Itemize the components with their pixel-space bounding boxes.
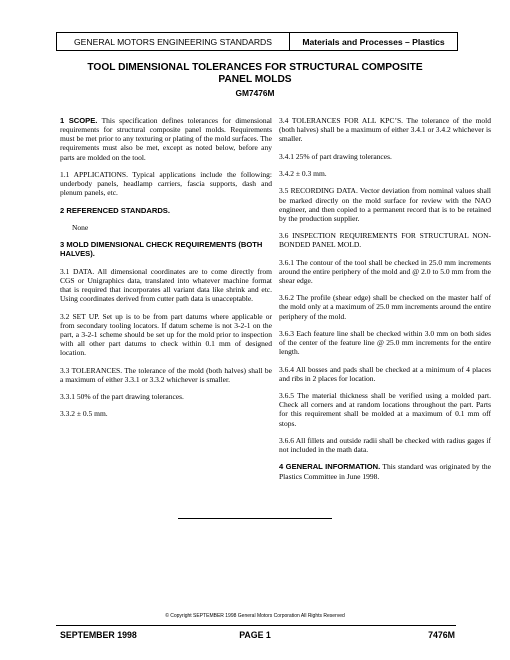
footer-page-number: PAGE 1 xyxy=(239,630,271,640)
footer-standard-code: 7476M xyxy=(428,630,455,640)
footer-date: SEPTEMBER 1998 xyxy=(60,630,137,640)
applications-paragraph: 1.1 APPLICATIONS. Typical applications include the following: underbody panels, headlamp carriers, fascia supports, dash and plenum panels, etc. xyxy=(60,169,272,198)
tolerance-3-4-2: 3.4.2 ± 0.3 mm. xyxy=(279,169,327,178)
requirement-3-6-1: 3.6.1 The contour of the tool shall be checked in 25.0 mm increments around the entire periphery of the mold and @ 2.0 to 5.0 mm from the shear edge. xyxy=(279,257,491,285)
tolerance-3-3-2: 3.3.2 ± 0.5 mm. xyxy=(60,409,108,419)
scope-heading: 1 SCOPE. xyxy=(60,116,98,125)
kpc-tolerances-paragraph: 3.4 TOLERANCES FOR ALL KPC’S. The tolerance of the mold (both halves) shall be a maximum of either 3.4.1 or 3.4.2 whichever is smaller. xyxy=(279,116,491,144)
scope-paragraph xyxy=(60,116,272,162)
copyright-notice: © Copyright SEPTEMBER 1998 General Motors Corporation All Rights Reserved xyxy=(165,613,345,619)
setup-paragraph: 3.2 SET UP. Set up is to be from part datums where applicable or from secondary tooling locators. If datum scheme is not 3-2-1 on the part, a 3-2-1 scheme should be set up for the mold prior to inspection with all other part datums to check within 0.1 mm of designed location. xyxy=(60,311,272,358)
document-code: GM7476M xyxy=(235,88,275,98)
requirement-3-6-4: 3.6.4 All bosses and pads shall be checked at a minimum of 4 places and ribs in 2 places for location. xyxy=(279,364,491,383)
recording-data-paragraph: 3.5 RECORDING DATA. Vector deviation from nominal values shall be marked directly on the mold surface for review with the NAO engineer, and then copied to a permanent record that is to be retained by the production supplier. xyxy=(279,186,491,223)
end-of-text-rule xyxy=(178,518,332,519)
scope-text: This specification defines tolerances for dimensional requirements for structural composite panel molds. Requirements must be met prior to any texturing or plating of the mold surfaces. The requirements must also be met, except as noted below, before any parts are molded on the tool. xyxy=(60,116,272,162)
requirement-3-6-5: 3.6.5 The material thickness shall be verified using a molded part. Check all corners and at random locations throughout the part. Parts for this requirement shall be molded at a maximum of 0.1 mm off stops. xyxy=(279,391,491,428)
general-information-text: This standard was originated by the Plastics Committee in June 1998. xyxy=(279,462,491,481)
document-title-line2: PANEL MOLDS xyxy=(218,74,292,85)
mold-check-heading: 3 MOLD DIMENSIONAL CHECK REQUIREMENTS (BOTH HALVES). xyxy=(60,240,263,259)
document-title-line1: TOOL DIMENSIONAL TOLERANCES FOR STRUCTURAL COMPOSITE xyxy=(87,62,423,73)
requirement-3-6-2: 3.6.2 The profile (shear edge) shall be checked on the master half of the mold only at a maximum of 25.0 mm increments around the entire periphery of the mold. xyxy=(279,293,491,321)
tolerance-3-3-1: 3.3.1 50% of the part drawing tolerances. xyxy=(60,392,184,402)
right-column xyxy=(279,116,491,489)
tolerance-3-4-1: 3.4.1 25% of part drawing tolerances. xyxy=(279,151,392,161)
data-paragraph: 3.1 DATA. All dimensional coordinates are to come directly from CGS or Unigraphics data, translated into whatever machine format that is required that incorporates all variant data like shrink and etc. Using coordinates derived from cutter path data is unacceptable. xyxy=(60,266,272,304)
general-information-heading: 4 GENERAL INFORMATION. xyxy=(279,462,381,472)
left-column xyxy=(60,116,272,427)
referenced-standards-text: None xyxy=(72,222,89,232)
requirement-3-6-6: 3.6.6 All fillets and outside radii shall be checked with radius gages if not included in the math data. xyxy=(279,435,491,455)
general-information-paragraph xyxy=(279,462,491,480)
page-header xyxy=(56,32,458,51)
requirement-3-6-3: 3.6.3 Each feature line shall be checked within 3.0 mm on both sides of the center of the feature line @ 25.0 mm increments for the entire length. xyxy=(279,328,491,357)
referenced-standards-heading: 2 REFERENCED STANDARDS. xyxy=(60,205,170,215)
footer-divider xyxy=(56,625,456,626)
header-category-label: Materials and Processes – Plastics xyxy=(302,36,445,47)
inspection-requirements-paragraph: 3.6 INSPECTION REQUIREMENTS FOR STRUCTURAL NON-BONDED PANEL MOLD. xyxy=(279,231,491,250)
header-standards-label: GENERAL MOTORS ENGINEERING STANDARDS xyxy=(57,33,290,50)
tolerances-paragraph: 3.3 TOLERANCES. The tolerance of the mold (both halves) shall be a maximum of either 3.3.1 or 3.3.2 whichever is smaller. xyxy=(60,365,272,384)
